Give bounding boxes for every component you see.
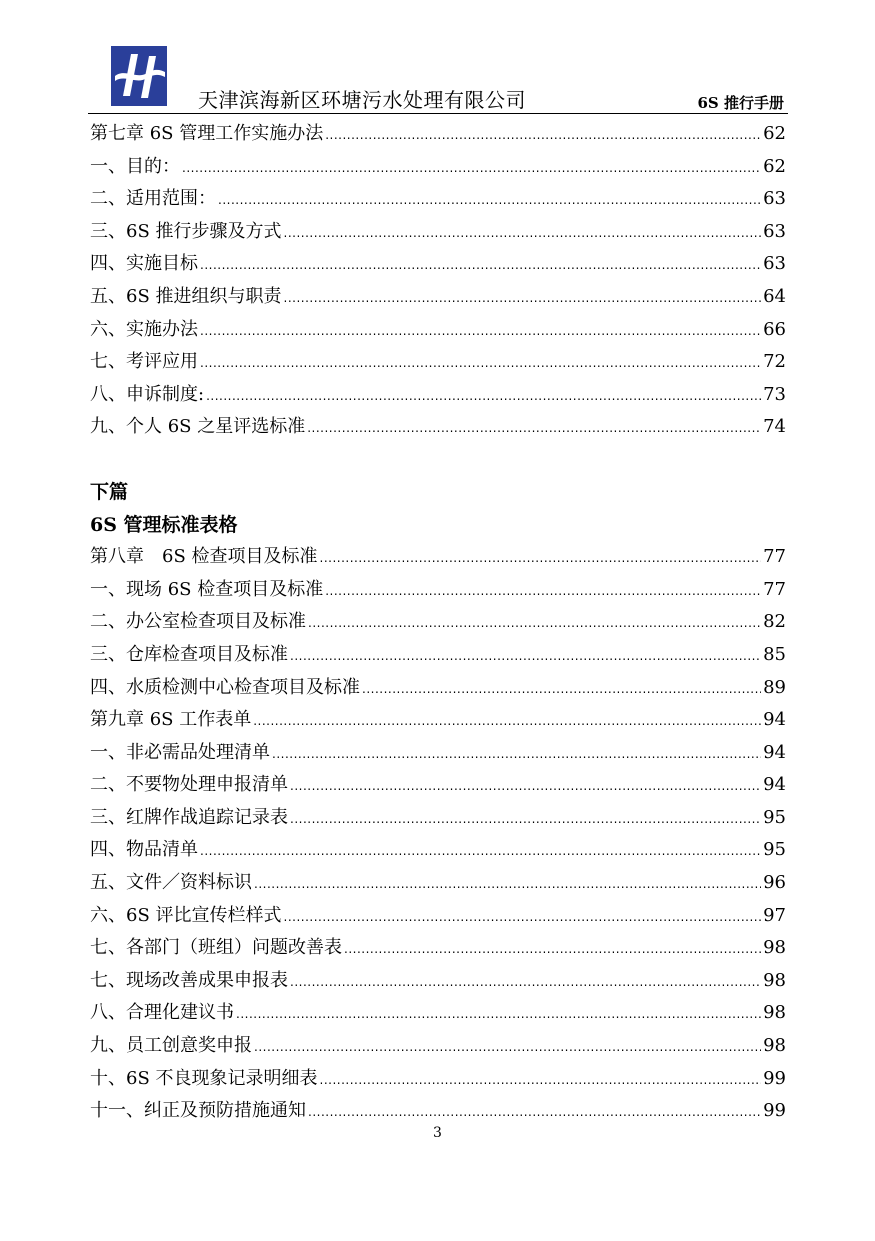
- toc-entry-page: 98: [763, 1035, 786, 1057]
- section-heading: 6S 管理标准表格: [90, 513, 238, 536]
- toc-dot-leader: [284, 217, 762, 250]
- toc-dot-leader: [284, 901, 762, 934]
- toc-entry-page: 62: [763, 123, 786, 144]
- toc-dot-leader: [253, 705, 761, 738]
- toc-entry[interactable]: [90, 606, 786, 639]
- toc-entry[interactable]: [90, 411, 786, 444]
- toc-entry-title: 一、现场 6S 检查项目及标准: [90, 578, 324, 600]
- toc-entry-title: 三、红牌作战追踪记录表: [90, 806, 288, 828]
- toc-entry-page: 98: [763, 1002, 786, 1024]
- toc-entry-page: 63: [763, 188, 786, 210]
- toc-entry[interactable]: [90, 704, 786, 737]
- toc-entry-title: 七、考评应用: [90, 351, 198, 373]
- toc-entry-title: 七、各部门（班组）问题改善表: [90, 937, 342, 959]
- toc-entry[interactable]: [90, 346, 786, 379]
- toc-entry[interactable]: [90, 737, 786, 770]
- toc-entry-page: 72: [763, 351, 786, 373]
- toc-dot-leader: [200, 249, 761, 282]
- toc-entry[interactable]: [90, 672, 786, 705]
- toc-dot-leader: [200, 347, 761, 380]
- toc-entry[interactable]: [90, 151, 786, 184]
- page-header: [88, 44, 788, 114]
- toc-dot-leader: [290, 966, 761, 999]
- toc-dot-leader: [236, 998, 761, 1031]
- toc-entry-page: 94: [763, 709, 786, 731]
- toc-dot-leader: [254, 1031, 761, 1064]
- toc-dot-leader: [307, 412, 761, 445]
- section-gap: [90, 444, 786, 476]
- toc-entry[interactable]: [90, 183, 786, 216]
- toc-entry-title: 九、个人 6S 之星评选标准: [90, 416, 306, 438]
- toc-entry-page: 85: [763, 643, 786, 665]
- toc-entry-title: 三、仓库检查项目及标准: [90, 643, 288, 665]
- toc-dot-leader: [320, 542, 762, 575]
- toc-entry-page: 77: [763, 578, 786, 600]
- toc-entry-title: 九、员工创意奖申报: [90, 1035, 252, 1057]
- toc-entry[interactable]: [90, 997, 786, 1030]
- toc-entry-title: 五、文件／资料标识: [90, 872, 252, 894]
- toc-entry-title: 二、不要物处理申报清单: [90, 774, 288, 796]
- toc-entry-page: 77: [763, 546, 786, 568]
- toc-dot-leader: [290, 640, 761, 673]
- toc-entry[interactable]: [90, 379, 786, 412]
- toc-entry-title: 八、申诉制度:: [90, 383, 205, 405]
- toc-entry-page: 64: [763, 285, 786, 307]
- toc-dot-leader: [290, 803, 761, 836]
- toc-entry-title: 一、目的：: [90, 155, 180, 177]
- toc-entry-page: 95: [763, 839, 786, 861]
- toc-entry-title: 四、物品清单: [90, 839, 198, 861]
- toc-entry[interactable]: [90, 216, 786, 249]
- toc-dot-leader: [290, 770, 761, 803]
- toc-entry-page: 94: [763, 741, 786, 763]
- toc-entry-title: 八、合理化建议书: [90, 1002, 234, 1024]
- toc-entry[interactable]: [90, 965, 786, 998]
- toc-entry-page: 73: [763, 383, 786, 405]
- toc-entry-title: 五、6S 推进组织与职责: [90, 285, 282, 307]
- toc-entry-title: 第七章 6S 管理工作实施办法: [90, 123, 324, 144]
- toc-entry-page: 97: [763, 904, 786, 926]
- toc-entry[interactable]: [90, 639, 786, 672]
- toc-entry-page: 66: [763, 318, 786, 340]
- toc-dot-leader: [320, 1064, 762, 1097]
- toc-dot-leader: [200, 315, 761, 348]
- toc-dot-leader: [284, 282, 762, 315]
- toc-entry-page: 98: [763, 969, 786, 991]
- toc-entry-page: 99: [763, 1100, 786, 1122]
- toc-entry[interactable]: [90, 867, 786, 900]
- part-heading: 下篇: [90, 480, 129, 503]
- toc-dot-leader: [362, 673, 761, 706]
- toc-entry[interactable]: [90, 834, 786, 867]
- toc-entry[interactable]: [90, 1063, 786, 1096]
- toc-entry-title: 六、实施办法: [90, 318, 198, 340]
- company-logo-icon: [111, 46, 167, 106]
- toc-entry[interactable]: [90, 769, 786, 802]
- toc-entry-title: 二、适用范围：: [90, 188, 216, 210]
- toc-entry-page: 96: [763, 872, 786, 894]
- toc-entry[interactable]: [90, 118, 786, 151]
- toc-entry-page: 82: [763, 611, 786, 633]
- toc-entry-title: 七、现场改善成果申报表: [90, 969, 288, 991]
- toc-entry-page: 62: [763, 155, 786, 177]
- toc-entry-page: 95: [763, 806, 786, 828]
- toc-dot-leader: [182, 152, 761, 185]
- toc-dot-leader: [325, 119, 761, 152]
- toc-entry-title: 第九章 6S 工作表单: [90, 709, 252, 731]
- toc-dot-leader: [272, 738, 761, 771]
- toc-entry-title: 十一、纠正及预防措施通知: [90, 1100, 306, 1122]
- toc-dot-leader: [308, 607, 761, 640]
- toc-entry-title: 六、6S 评比宣传栏样式: [90, 904, 282, 926]
- toc-entry[interactable]: [90, 932, 786, 965]
- toc-entry-title: 四、实施目标: [90, 253, 198, 275]
- toc-entry[interactable]: [90, 1030, 786, 1063]
- toc-entry[interactable]: [90, 802, 786, 835]
- toc-entry-page: 89: [763, 676, 786, 698]
- toc-dot-leader: [218, 184, 761, 217]
- toc-dot-leader: [206, 380, 761, 413]
- toc-entry[interactable]: [90, 541, 786, 574]
- toc-dot-leader: [308, 1096, 761, 1129]
- table-of-contents: [90, 118, 786, 1128]
- toc-entry-page: 99: [763, 1067, 786, 1089]
- toc-dot-leader: [254, 868, 761, 901]
- toc-entry-page: 74: [763, 416, 786, 438]
- toc-entry-title: 一、非必需品处理清单: [90, 741, 270, 763]
- toc-part-two: [90, 541, 786, 1128]
- toc-entry-page: 63: [763, 220, 786, 242]
- toc-entry-title: 三、6S 推行步骤及方式: [90, 220, 282, 242]
- manual-title: 6S 推行手册: [697, 94, 784, 112]
- toc-entry-title: 十、6S 不良现象记录明细表: [90, 1067, 318, 1089]
- toc-entry[interactable]: [90, 574, 786, 607]
- toc-part-one: [90, 118, 786, 444]
- toc-entry[interactable]: [90, 248, 786, 281]
- toc-entry[interactable]: [90, 1095, 786, 1128]
- toc-entry[interactable]: [90, 281, 786, 314]
- toc-entry[interactable]: [90, 314, 786, 347]
- toc-entry-title: 二、办公室检查项目及标准: [90, 611, 306, 633]
- toc-entry-title: 四、水质检测中心检查项目及标准: [90, 676, 360, 698]
- toc-entry-page: 63: [763, 253, 786, 275]
- toc-dot-leader: [200, 835, 761, 868]
- page-number: 3: [433, 1125, 442, 1141]
- toc-entry[interactable]: [90, 900, 786, 933]
- toc-entry-title: 第八章 6S 检查项目及标准: [90, 546, 318, 568]
- toc-dot-leader: [325, 575, 761, 608]
- toc-dot-leader: [344, 933, 761, 966]
- header-divider: [88, 113, 788, 114]
- toc-entry-page: 98: [763, 937, 786, 959]
- company-name: 天津滨海新区环塘污水处理有限公司: [198, 88, 526, 112]
- toc-entry-page: 94: [763, 774, 786, 796]
